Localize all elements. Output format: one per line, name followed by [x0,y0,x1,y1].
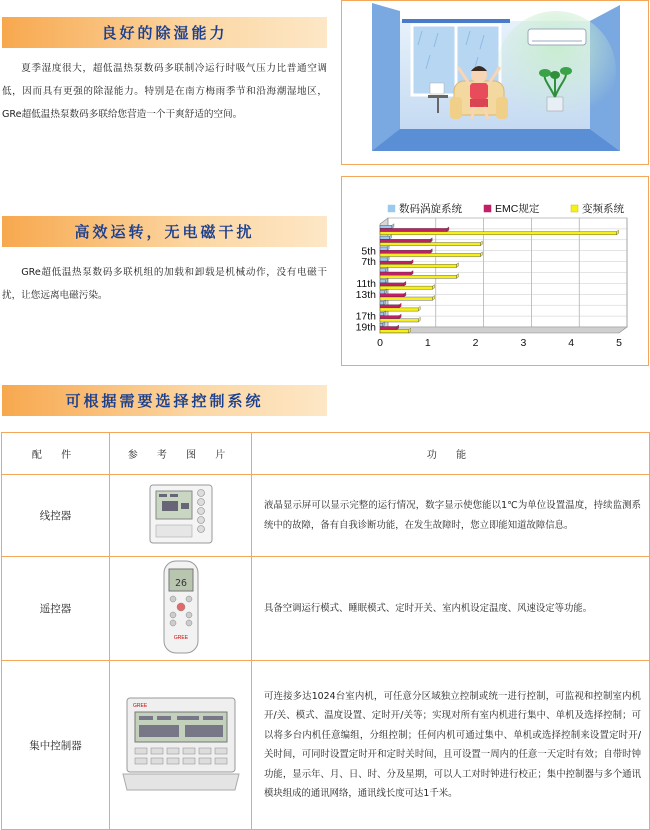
row-name-central: 集中控制器 [2,661,110,830]
row-desc-central: 可连接多达1024台室内机，可任意分区域独立控制或统一进行控制，可监视和控制室内机开/关、模式、温度设置、定时开/关等；实现对所有室内机进行集中、单机及选择控制；可以将多台内机任意编组，分组控制；任何内机可通过集中、单机或选择控制来设置定时开/关时间，可同时设置定时开和定时关时间，且可设置一周内的任意一天定时有效；自带时钟功能，显示年、月、日、时、分及星期，可以人工对时钟进行校正；集中控制器与多个通讯模块组成的通讯网络，通讯线长度可达1千米。 [252,661,650,830]
remote-control-icon [161,559,201,655]
x-tick-3: 3 [520,337,527,349]
y-tick-5th: 5th [361,245,376,258]
y-tick-19th: 19th [355,321,376,334]
central-controller-icon [121,694,241,794]
legend-label-2: 变频系统 [582,203,624,215]
section-title-no-emi: 高效运转，无电磁干扰 [2,216,327,247]
x-tick-2: 2 [472,337,479,349]
table-row [2,661,650,830]
section-title-control-system: 可根据需要选择控制系统 [2,385,327,416]
row-name-remote: 遥控器 [2,557,110,661]
y-tick-7th: 7th [361,256,376,269]
x-tick-4: 4 [568,337,575,349]
legend-swatch-2 [571,205,578,212]
row-name-wired: 线控器 [2,475,110,557]
y-tick-13th: 13th [355,288,376,301]
remote-brand-logo: GREE [173,635,188,641]
legend-label-0: 数码涡旋系统 [399,203,462,215]
y-tick-11th: 11th [356,277,376,290]
chart-legend [388,202,624,215]
header-function: 功 能 [252,433,650,475]
wired-controller-icon [148,483,214,545]
legend-label-1: EMC规定 [495,203,540,215]
table-row [2,557,650,661]
row-desc-wired: 液晶显示屏可以显示完整的运行情况，数字显示使您能以1℃为单位设置温度，持续监测系统中的故障，备有自我诊断功能，在发生故障时，您立即能知道故障信息。 [252,475,650,557]
table-row [2,475,650,557]
chart-panel [341,176,649,366]
illustration-panel [341,0,649,165]
x-tick-1: 1 [424,337,431,349]
controller-table [1,432,650,830]
room-illustration [342,1,648,164]
x-tick-0: 0 [377,337,383,349]
header-accessory: 配 件 [2,433,110,475]
y-tick-17th: 17th [355,310,376,323]
row-desc-remote: 具备空调运行模式、睡眠模式、定时开关、室内机设定温度、风速设定等功能。 [252,557,650,661]
central-brand-logo: GREE [132,702,147,709]
legend-swatch-1 [484,205,491,212]
remote-temp-readout: 26 [174,578,187,589]
section-body-no-emi: GRe超低温热泵数码多联机组的加载和卸载是机械动作，没有电磁干扰，让您远离电磁污染。 [2,267,327,301]
legend-swatch-0 [388,205,395,212]
harmonics-bar-chart [342,177,648,365]
header-picture: 参 考 图 片 [110,433,252,475]
section-title-dehumidify: 良好的除湿能力 [2,17,327,48]
x-tick-5: 5 [616,337,622,349]
section-body-dehumidify: 夏季湿度很大，超低温热泵数码多联制冷运行时吸气压力比普通空调低，因而具有更强的除湿能力。特别是在南方梅雨季节和沿海潮湿地区，GRe超低温热泵数码多联给您营造一个干爽舒适的空间。 [2,63,327,120]
table-header-row [2,433,650,475]
